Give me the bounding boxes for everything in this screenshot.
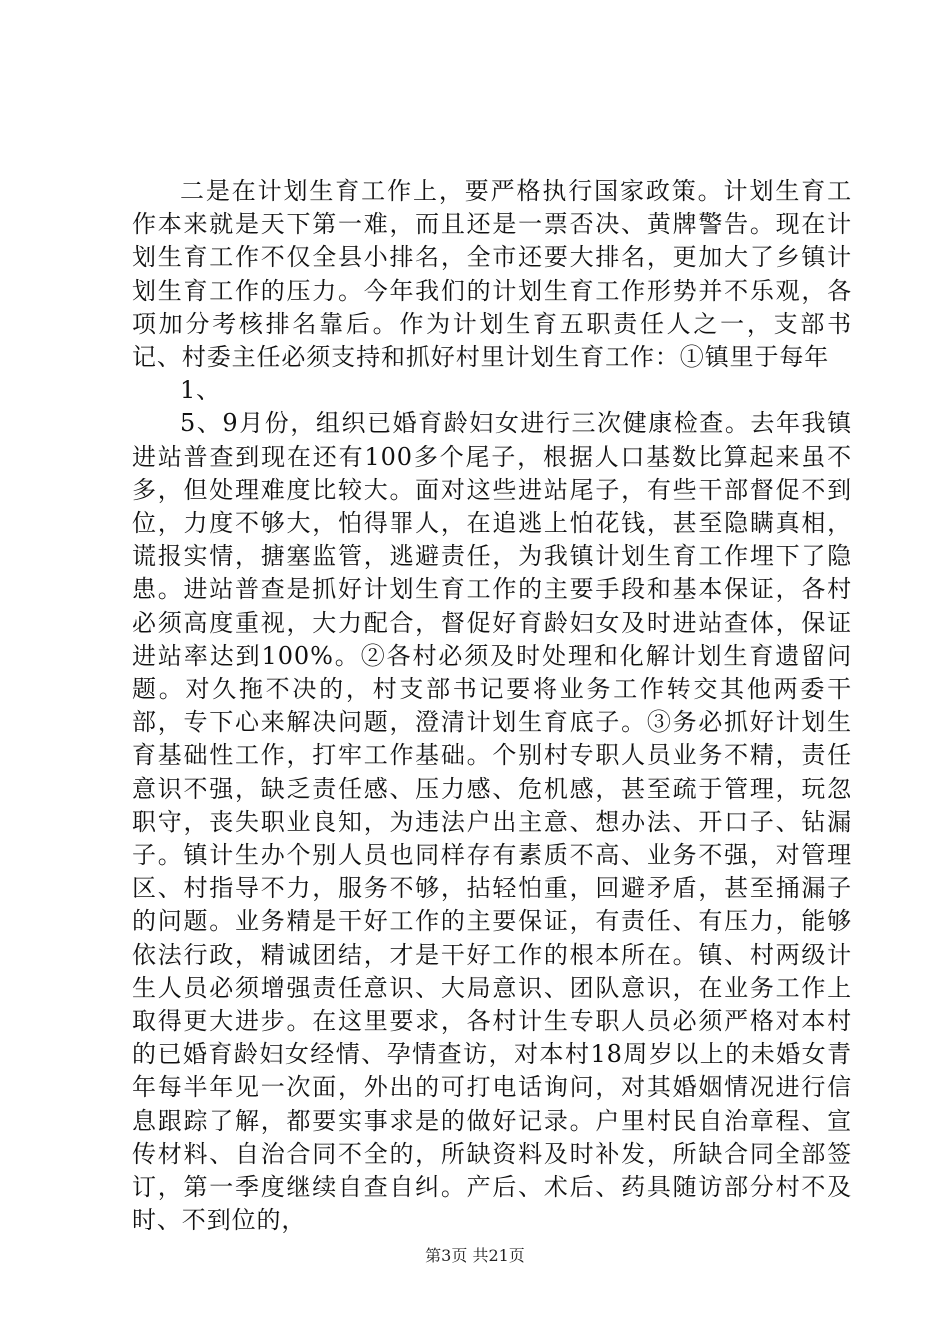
page-footer: 第3页 共21页 (425, 1246, 525, 1265)
body-text (132, 175, 852, 1238)
paragraph-3: 5、9月份，组织已婚育龄妇女进行三次健康检查。去年我镇进站普查到现在还有100多个尾子，根据人口基数比算起来虽不多，但处理难度比较大。面对这些进站尾子，有些干部督促不到位，力度不够大，怕得罪人，在追逃上怕花钱，甚至隐瞒真相，谎报实情，搪塞监管，逃避责任，为我镇计划生育工作埋下了隐患。进站普查是抓好计划生育工作的主要手段和基本保证，各村必须高度重视，大力配合，督促好育龄妇女及时进站查体，保证进站率达到100%。②各村必须及时处理和化解计划生育遗留问题。对久拖不决的，村支部书记要将业务工作转交其他两委干部，专下心来解决问题，澄清计划生育底子。③务必抓好计划生育基础性工作，打牢工作基础。个别村专职人员业务不精，责任意识不强，缺乏责任感、压力感、危机感，甚至疏于管理，玩忽职守，丧失职业良知，为违法户出主意、想办法、开口子、钻漏子。镇计生办个别人员也同样存有素质不高、业务不强，对管理区、村指导不力，服务不够，拈轻怕重，回避矛盾，甚至捅漏子的问题。业务精是干好工作的主要保证，有责任、有压力，能够依法行政，精诚团结，才是干好工作的根本所在。镇、村两级计生人员必须增强责任意识、大局意识、团队意识，在业务工作上取得更大进步。在这里要求，各村计生专职人员必须严格对本村的已婚育龄妇女经情、孕情查访，对本村18周岁以上的未婚女青年每半年见一次面，外出的可打电话询问，对其婚姻情况进行信息跟踪了解，都要实事求是的做好记录。户里村民自治章程、宣传材料、自治合同不全的，所缺资料及时补发，所缺合同全部签订，第一季度继续自查自纠。产后、术后、药具随访部分村不及时、不到位的， (132, 409, 852, 1235)
paragraph-1: 二是在计划生育工作上，要严格执行国家政策。计划生育工作本来就是天下第一难，而且还是一票否决、黄牌警告。现在计划生育工作不仅全县小排名，全市还要大排名，更加大了乡镇计划生育工作的压力。今年我们的计划生育工作形势并不乐观，各项加分考核排名靠后。作为计划生育五职责任人之一，支部书记、村委主任必须支持和抓好村里计划生育工作：①镇里于每年 (132, 177, 852, 372)
paragraph-2: 1、 (180, 376, 222, 405)
